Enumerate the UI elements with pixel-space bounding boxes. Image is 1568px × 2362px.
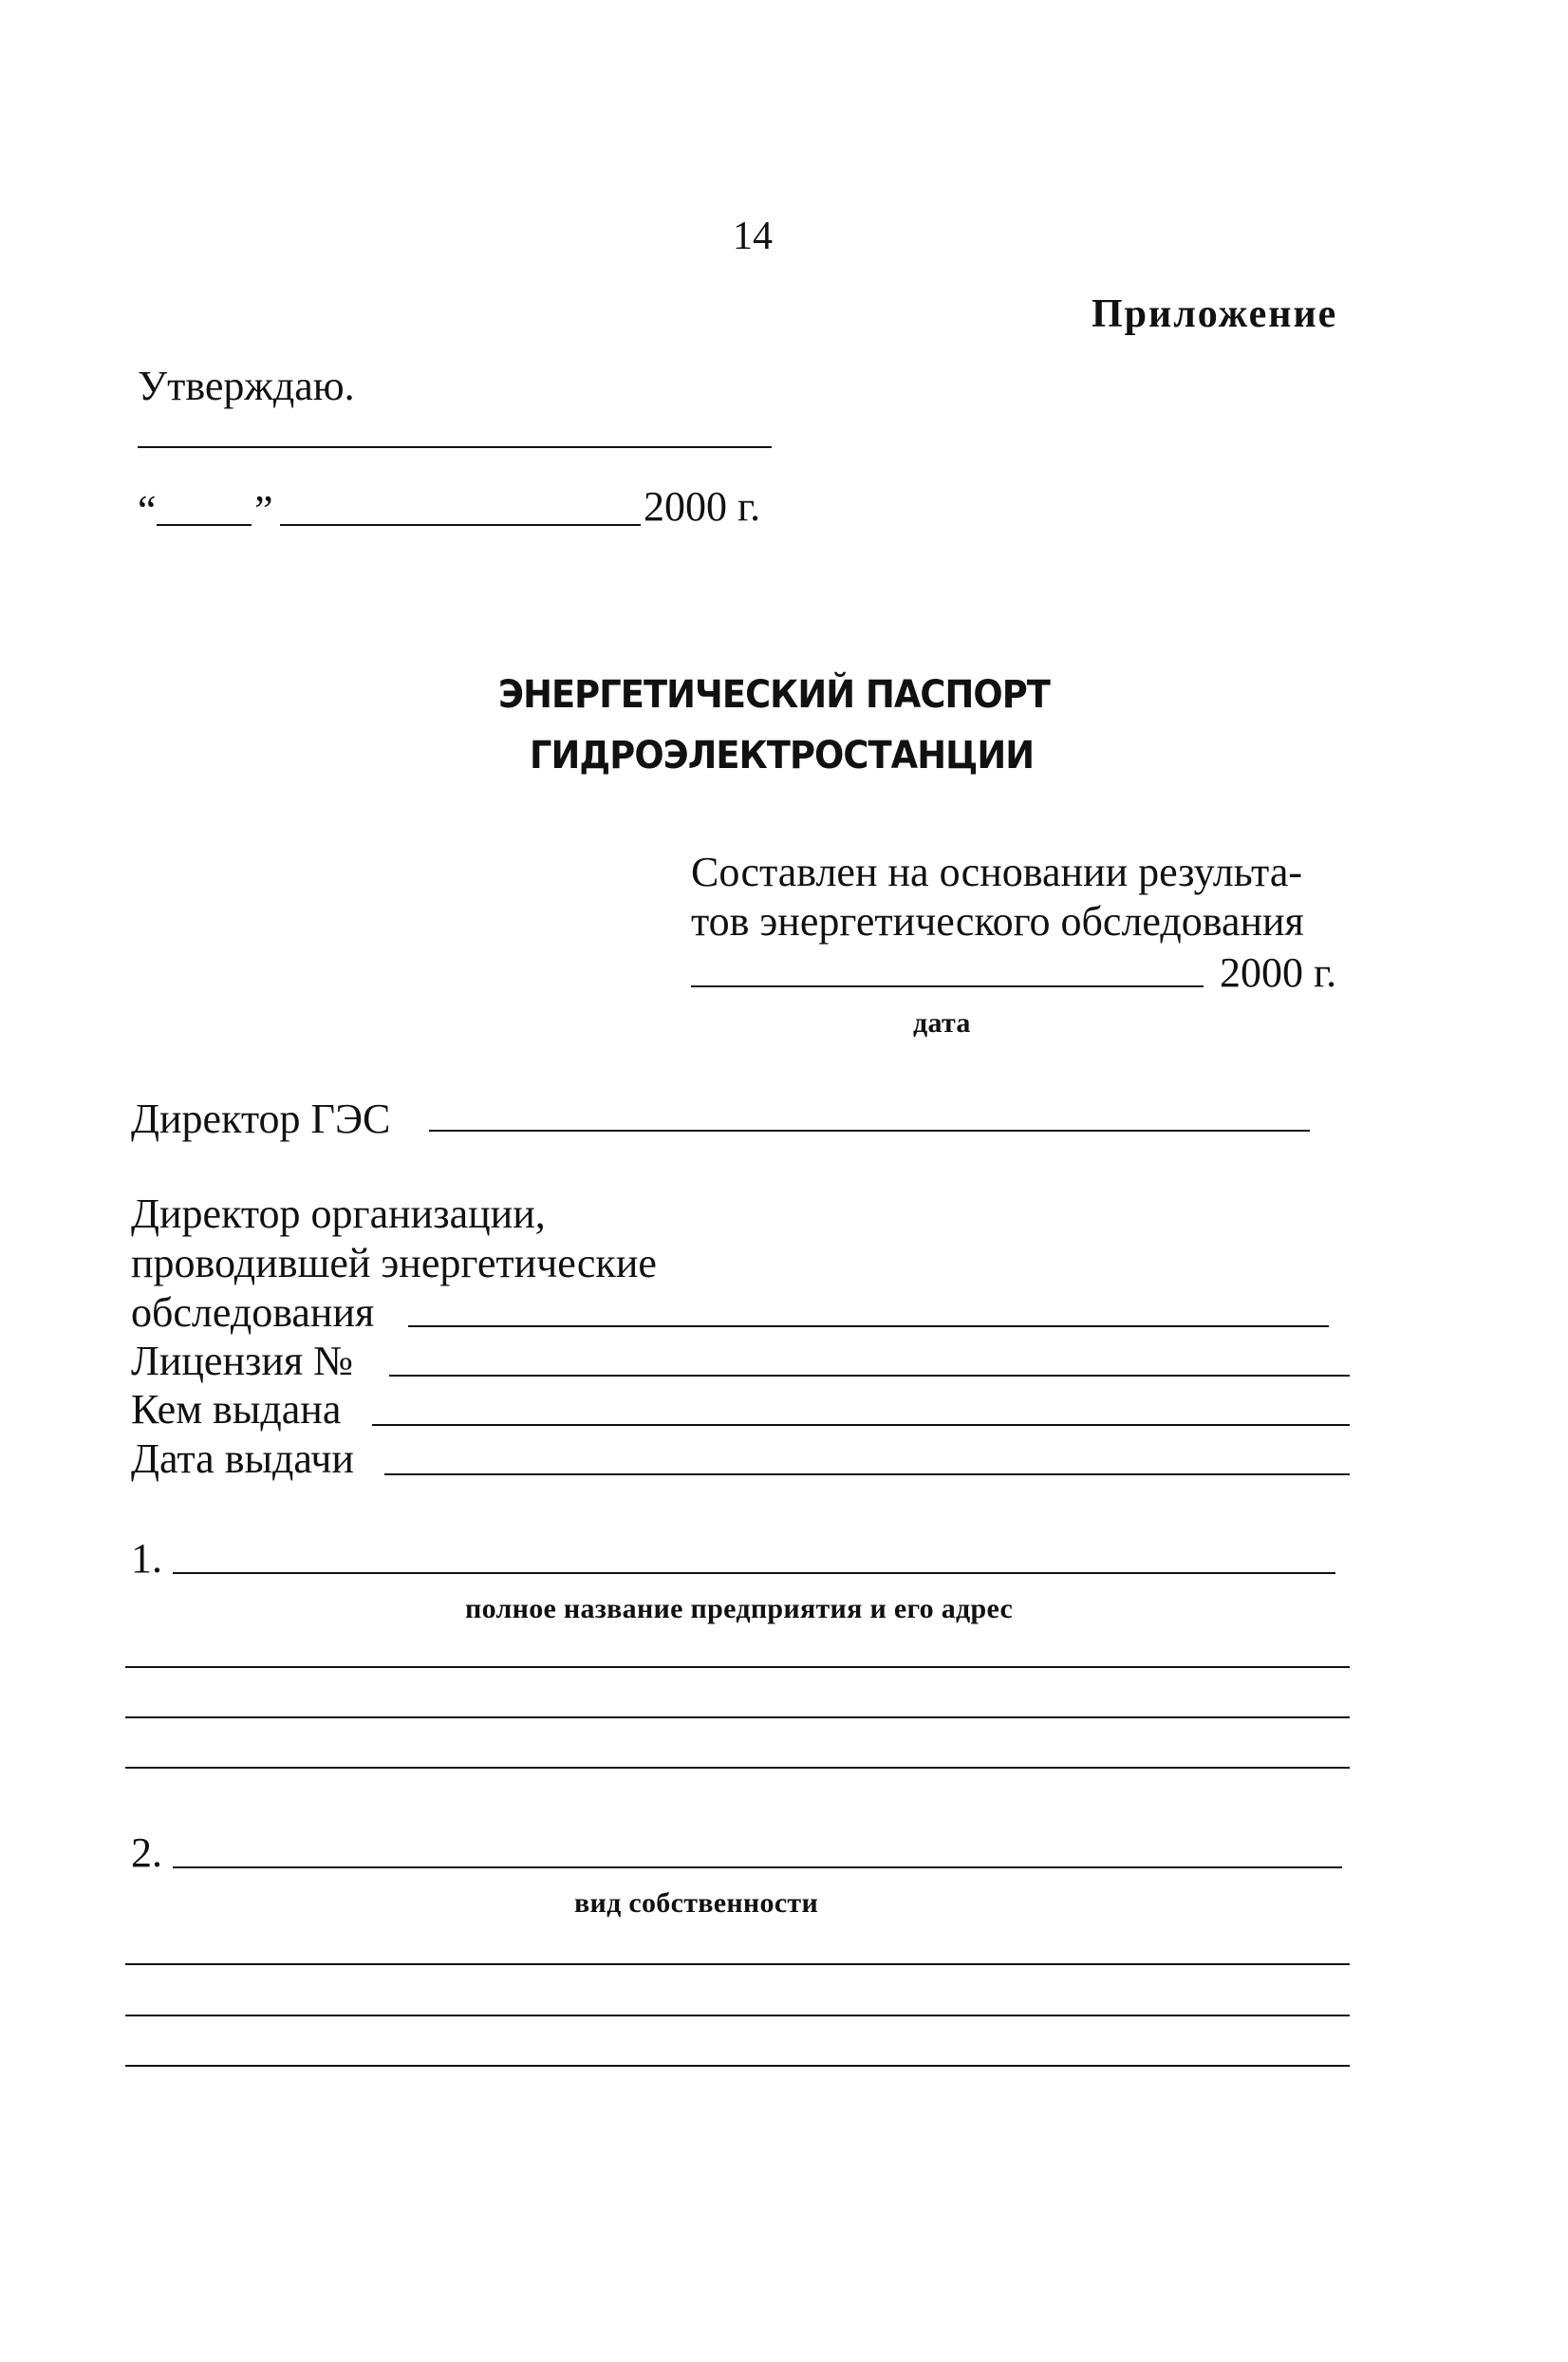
survey-date-line xyxy=(691,985,1204,987)
approval-day-line xyxy=(157,524,252,526)
issued-by-label: Кем выдана xyxy=(131,1386,342,1433)
title-line-1: ЭНЕРГЕТИЧЕСКИЙ ПАСПОРТ xyxy=(498,673,1050,717)
item-1-extra-line-1 xyxy=(125,1666,1350,1668)
item-2-caption: вид собственности xyxy=(574,1887,819,1919)
title-line-2: ГИДРОЭЛЕКТРОСТАНЦИИ xyxy=(530,734,1035,778)
item-1-number: 1. xyxy=(131,1535,162,1582)
item-2-line xyxy=(173,1866,1342,1868)
org-director-label-line-2: проводившей энергетические xyxy=(131,1240,657,1286)
date-caption: дата xyxy=(913,1007,971,1039)
issue-date-label: Дата выдачи xyxy=(131,1435,354,1482)
compiled-basis-line-2: тов энергетического обследования xyxy=(691,898,1304,945)
license-label: Лицензия № xyxy=(131,1338,354,1384)
approval-year: 2000 г. xyxy=(644,483,761,530)
issue-date-line xyxy=(384,1473,1350,1475)
approval-month-line xyxy=(280,524,641,526)
approval-text: Утверждаю. xyxy=(138,363,355,409)
license-line xyxy=(389,1375,1350,1377)
item-2-number: 2. xyxy=(131,1829,162,1876)
item-1-caption: полное название предприятия и его адрес xyxy=(465,1593,1014,1624)
item-2-extra-line-2 xyxy=(125,2015,1350,2016)
approval-open-quote: “ xyxy=(138,487,157,534)
compiled-basis-line-1: Составлен на основании результа- xyxy=(691,849,1302,895)
item-2-extra-line-1 xyxy=(125,1963,1350,1965)
appendix-label: Приложение xyxy=(1092,292,1338,336)
hpp-director-label: Директор ГЭС xyxy=(131,1096,391,1142)
page-number: 14 xyxy=(733,215,773,258)
item-2-extra-line-3 xyxy=(125,2065,1350,2067)
approval-signature-line xyxy=(138,446,772,448)
org-director-label-line-1: Директор организации, xyxy=(131,1190,546,1237)
survey-year: 2000 г. xyxy=(1220,949,1337,996)
item-1-extra-line-3 xyxy=(125,1767,1350,1769)
approval-close-quote: ” xyxy=(254,487,273,534)
issued-by-line xyxy=(372,1424,1350,1426)
item-1-extra-line-2 xyxy=(125,1716,1350,1718)
org-director-label-line-3: обследования xyxy=(131,1289,375,1336)
item-1-line xyxy=(173,1572,1335,1574)
hpp-director-line xyxy=(429,1130,1310,1132)
org-director-line xyxy=(408,1325,1329,1327)
